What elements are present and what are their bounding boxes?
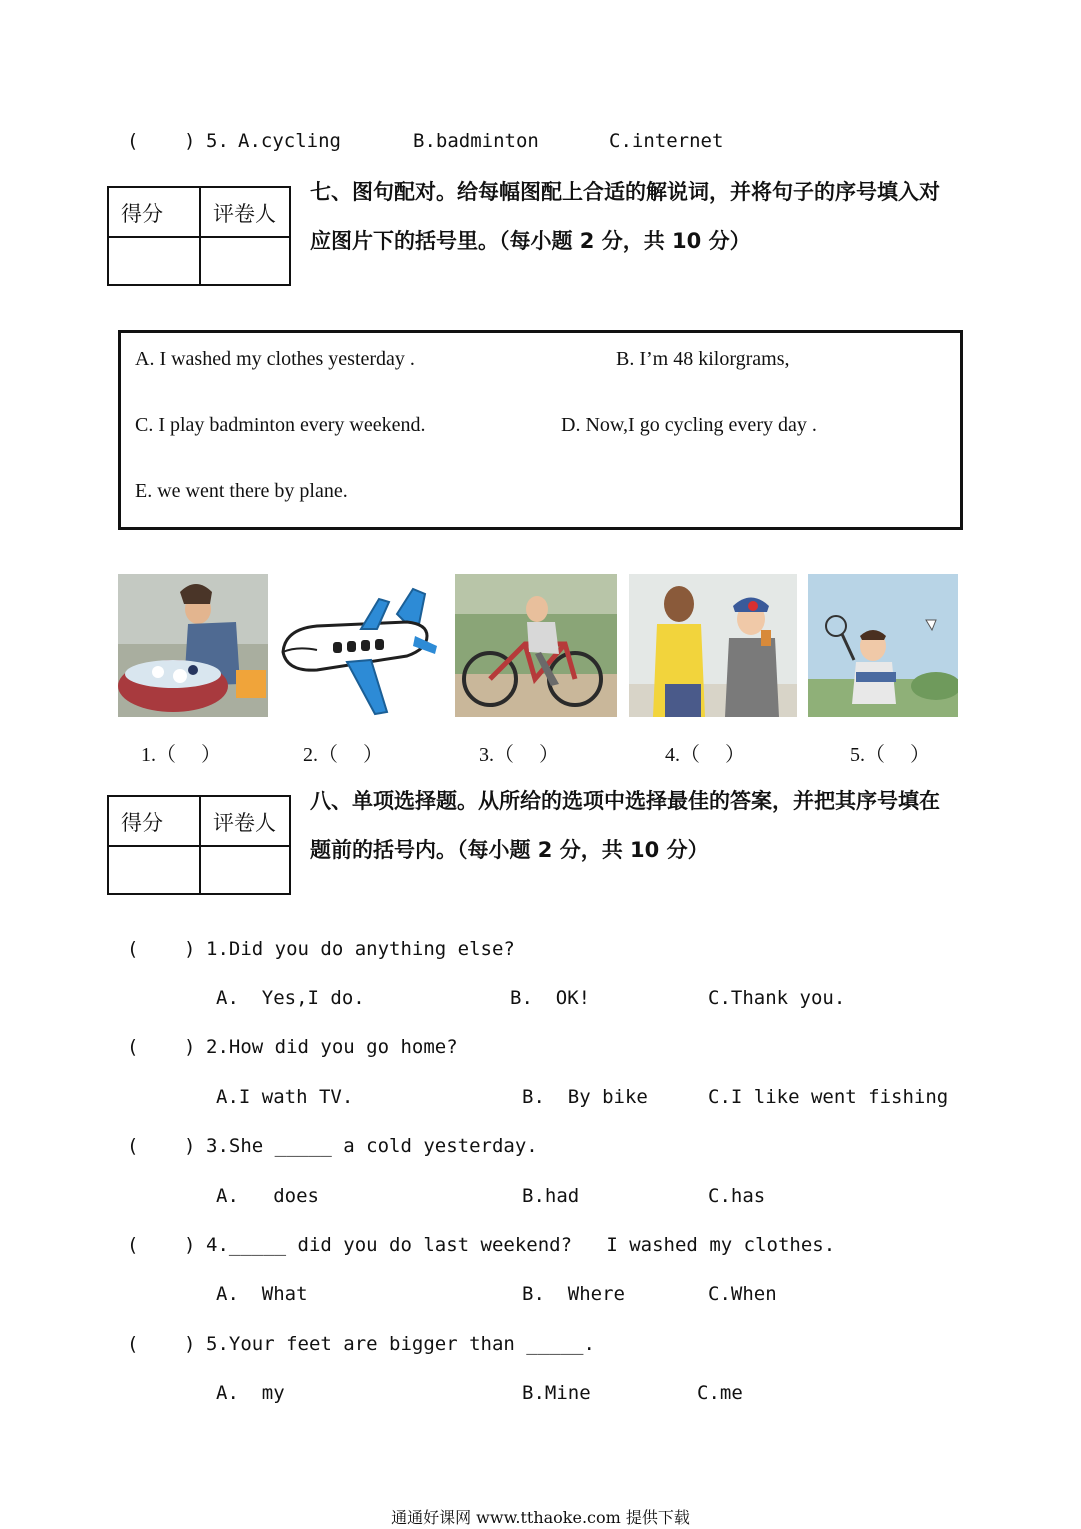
option-c: C.internet — [609, 130, 724, 152]
grader-label: 评卷人 — [213, 202, 276, 226]
question-stem: 1.Did you do anything else? — [206, 938, 515, 960]
answer-paren-close: ) — [184, 1036, 196, 1058]
sentence-option-b: B. I’m 48 kilorgrams, — [616, 348, 790, 370]
section7-heading-line1: 七、图句配对。给每幅图配上合适的解说词，并将句子的序号填入对 — [310, 180, 940, 204]
option-a: A. does — [216, 1185, 319, 1207]
question-stem: 5.Your feet are bigger than _____. — [206, 1333, 595, 1355]
answer-paren-open: ( — [127, 1036, 139, 1058]
option-b: B.badminton — [413, 130, 539, 152]
answer-paren-close: ) — [184, 1333, 196, 1355]
option-c: C.When — [708, 1283, 777, 1305]
score-label: 得分 — [121, 202, 163, 226]
picture-label-2: 2.（ ） — [303, 744, 383, 766]
picture-badminton — [808, 574, 958, 717]
question-stem: 3.She _____ a cold yesterday. — [206, 1135, 538, 1157]
question-number: 5. — [206, 130, 229, 152]
page-footer: 通通好课网 www.tthaoke.com 提供下载 — [391, 1508, 690, 1527]
option-a: A. What — [216, 1283, 308, 1305]
option-b: B. OK! — [510, 987, 591, 1009]
answer-paren-open: ( — [127, 1234, 139, 1256]
option-b: B. By bike — [522, 1086, 648, 1108]
option-c: C.Thank you. — [708, 987, 846, 1009]
option-c: C.has — [708, 1185, 766, 1207]
section8-heading-line1: 八、单项选择题。从所给的选项中选择最佳的答案，并把其序号填在 — [310, 789, 940, 813]
sentence-option-c: C. I play badminton every weekend. — [135, 414, 426, 436]
answer-paren-close: ) — [184, 938, 196, 960]
picture-label-4: 4.（ ） — [665, 744, 745, 766]
option-b: B. Where — [522, 1283, 625, 1305]
picture-two-boys-talking — [629, 574, 797, 717]
section7-heading-line2: 应图片下的括号里。（每小题 2 分，共 10 分） — [310, 229, 751, 253]
section8-heading — [310, 777, 940, 875]
option-a: A.I wath TV. — [216, 1086, 354, 1108]
score-table-section8 — [107, 795, 291, 895]
answer-paren-close: ) — [184, 130, 196, 152]
section7-heading — [310, 168, 940, 266]
answer-paren-open: ( — [127, 1333, 139, 1355]
section8-heading-line2: 题前的括号内。（每小题 2 分，共 10 分） — [310, 838, 709, 862]
option-a: A.cycling — [238, 130, 341, 152]
answer-paren-close: ) — [184, 1234, 196, 1256]
question-stem: 4._____ did you do last weekend? I washed my clothes. — [206, 1234, 836, 1256]
picture-cycling — [455, 574, 617, 717]
score-table-section7 — [107, 186, 291, 286]
answer-paren-close: ) — [184, 1135, 196, 1157]
option-a: A. Yes,I do. — [216, 987, 365, 1009]
option-a: A. my — [216, 1382, 285, 1404]
sentence-options-box — [118, 330, 963, 530]
picture-label-1: 1.（ ） — [141, 744, 221, 766]
picture-airplane — [277, 574, 439, 717]
grader-label: 评卷人 — [213, 811, 276, 835]
option-c: C.I like went fishing — [708, 1086, 949, 1108]
option-c: C.me — [697, 1382, 743, 1404]
option-b: B.had — [522, 1185, 580, 1207]
sentence-option-e: E. we went there by plane. — [135, 480, 348, 502]
picture-label-5: 5.（ ） — [850, 744, 930, 766]
question-stem: 2.How did you go home? — [206, 1036, 458, 1058]
picture-label-3: 3.（ ） — [479, 744, 559, 766]
answer-paren-open: ( — [127, 130, 139, 152]
answer-paren-open: ( — [127, 1135, 139, 1157]
answer-paren-open: ( — [127, 938, 139, 960]
sentence-option-d: D. Now,I go cycling every day . — [561, 414, 817, 436]
picture-washing-clothes — [118, 574, 268, 717]
option-b: B.Mine — [522, 1382, 591, 1404]
score-label: 得分 — [121, 811, 163, 835]
sentence-option-a: A. I washed my clothes yesterday . — [135, 348, 415, 370]
